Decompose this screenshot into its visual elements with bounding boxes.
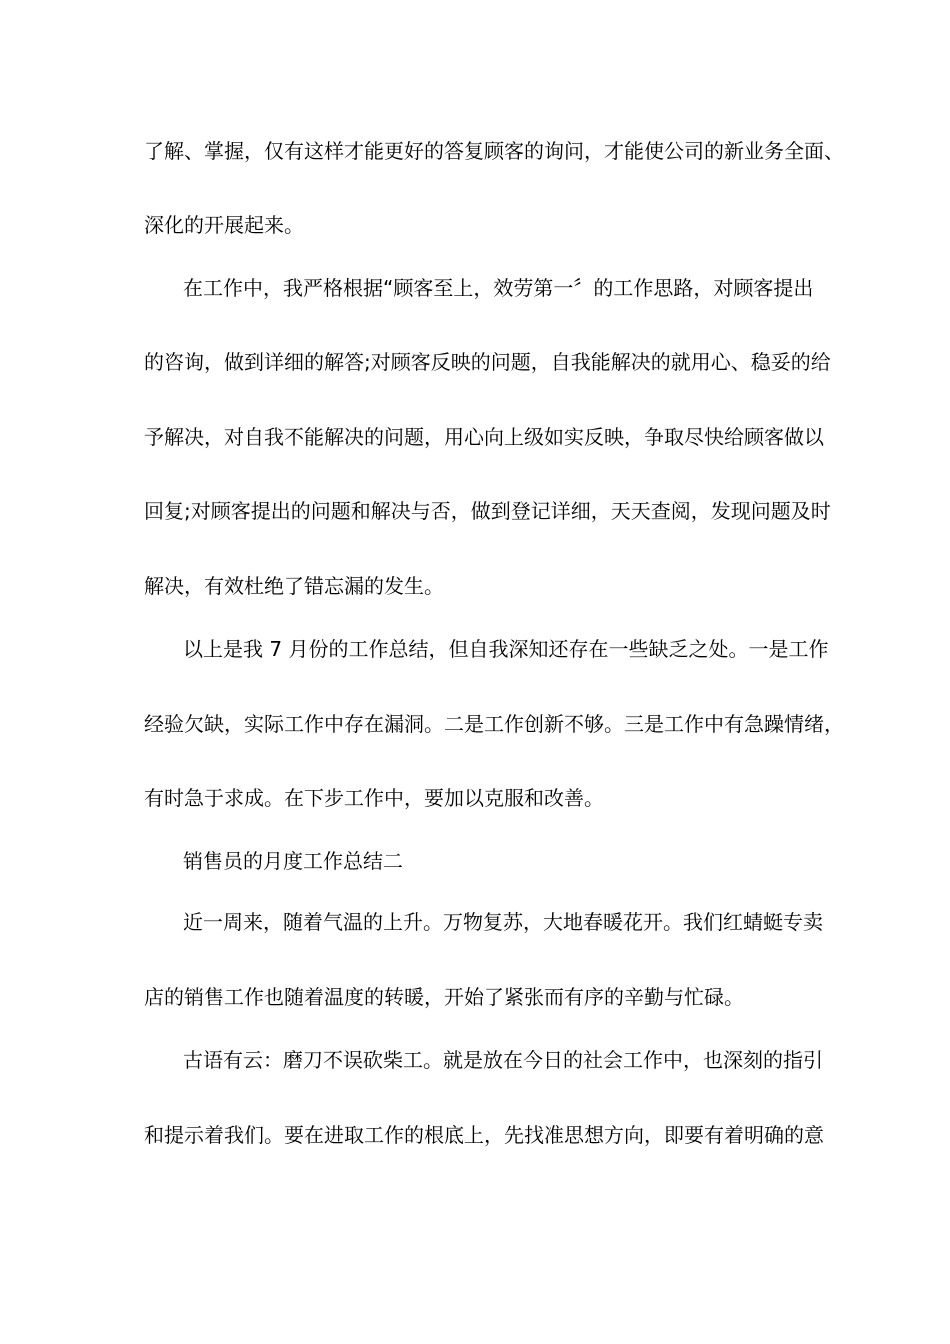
paragraph-start-line: 以上是我 7 月份的工作总结，但自我深知还存在一些缺乏之处。一是工作 (183, 637, 829, 661)
section-heading: 销售员的月度工作总结二 (183, 849, 403, 873)
text-line: 了解、掌握，仅有这样才能更好的答复顾客的询问，才能使公司的新业务全面、 (144, 139, 844, 163)
text-line: 经验欠缺，实际工作中存在漏洞。二是工作创新不够。三是工作中有急躁情绪， (144, 712, 844, 736)
text-line: 回复;对顾客提出的问题和解决与否，做到登记详细，天天查阅，发现问题及时 (144, 499, 831, 523)
text-line: 予解决，对自我不能解决的问题，用心向上级如实反映，争取尽快给顾客做以 (144, 425, 824, 449)
paragraph-start-line: 近一周来，随着气温的上升。万物复苏，大地春暖花开。我们红蜻蜓专卖 (183, 910, 823, 934)
text-line: 店的销售工作也随着温度的转暖，开始了紧张而有序的辛勤与忙碌。 (144, 985, 744, 1009)
text-line: 深化的开展起来。 (144, 213, 304, 237)
text-line: 的咨询，做到详细的解答;对顾客反映的问题，自我能解决的就用心、稳妥的给 (144, 350, 831, 374)
text-line: 和提示着我们。要在进取工作的根底上，先找准思想方向，即要有着明确的意 (144, 1123, 824, 1147)
paragraph-start-line: 在工作中，我严格根据“顾客至上，效劳第一〞的工作思路，对顾客提出 (183, 276, 814, 300)
text-line: 有时急于求成。在下步工作中，要加以克服和改善。 (144, 786, 604, 810)
paragraph-start-line: 古语有云：磨刀不误砍柴工。就是放在今日的社会工作中，也深刻的指引 (183, 1048, 823, 1072)
text-line: 解决，有效杜绝了错忘漏的发生。 (144, 574, 444, 598)
